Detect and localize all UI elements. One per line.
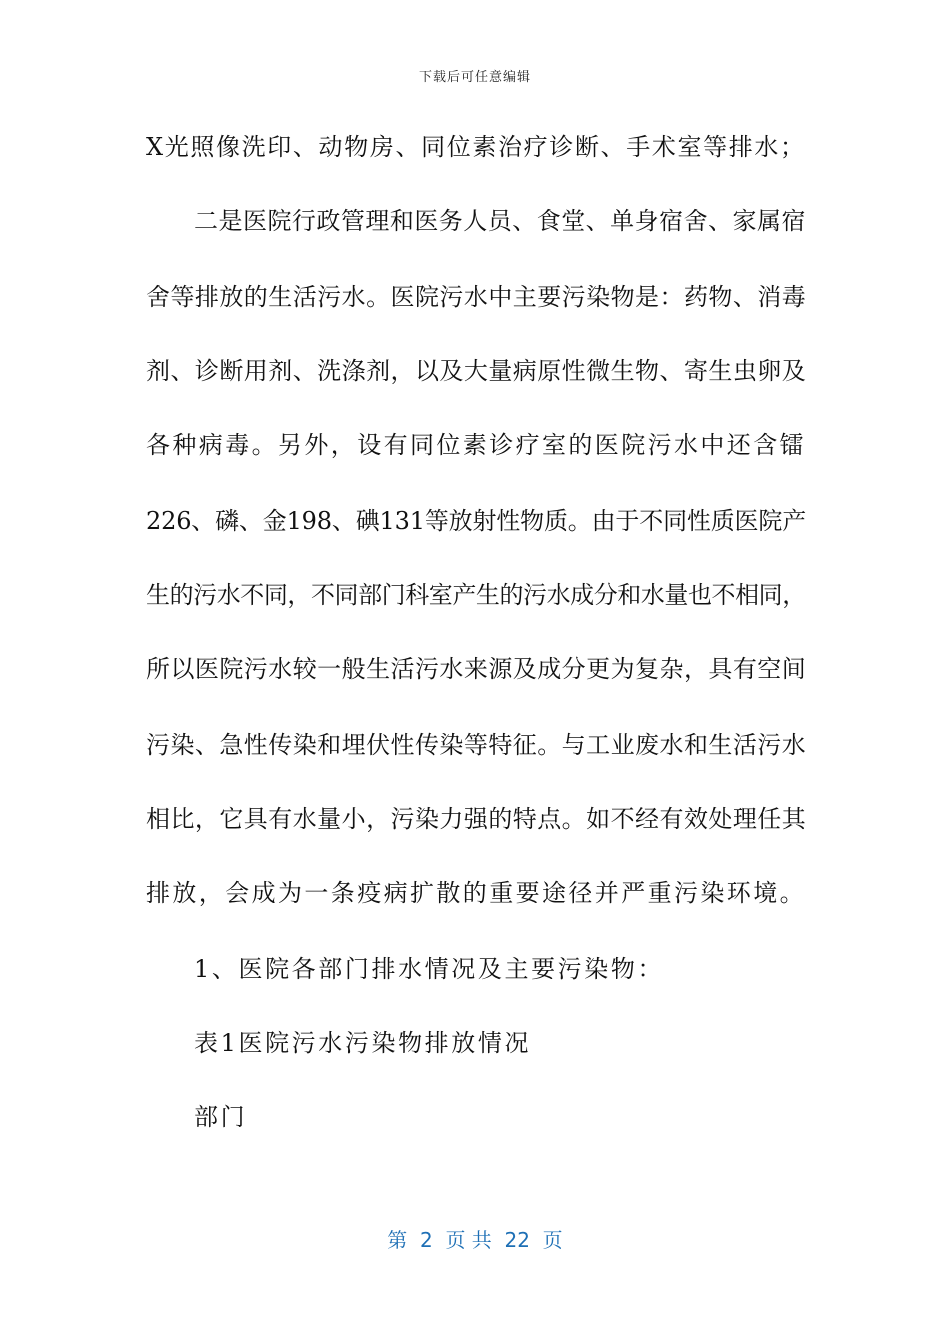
table-header-cell: 部门 bbox=[194, 1103, 248, 1131]
paragraph-line: 226、磷、金198、碘131等放射性物质。由于不同性质医院产 bbox=[146, 507, 807, 535]
paragraph-line: 生的污水不同，不同部门科室产生的污水成分和水量也不相同， bbox=[146, 581, 806, 609]
paragraph-line: 排放，会成为一条疫病扩散的重要途径并严重污染环境。 bbox=[146, 879, 806, 907]
section-heading: 1、医院各部门排水情况及主要污染物： bbox=[194, 955, 665, 983]
paragraph-line: 舍等排放的生活污水。医院污水中主要污染物是：药物、消毒 bbox=[146, 283, 807, 311]
paragraph-line: 所以医院污水较一般生活污水来源及成分更为复杂，具有空间 bbox=[146, 655, 807, 683]
paragraph-line: X光照像洗印、动物房、同位素治疗诊断、手术室等排水； bbox=[146, 133, 806, 161]
paragraph-line: 剂、诊断用剂、洗涤剂，以及大量病原性微生物、寄生虫卵及 bbox=[146, 357, 807, 385]
header-note: 下载后可任意编辑 bbox=[418, 70, 531, 85]
paragraph-line: 相比，它具有水量小，污染力强的特点。如不经有效处理任其 bbox=[146, 805, 807, 833]
paragraph-line: 二是医院行政管理和医务人员、食堂、单身宿舍、家属宿 bbox=[194, 207, 806, 235]
paragraph-line: 各种病毒。另外，设有同位素诊疗室的医院污水中还含镭 bbox=[146, 431, 806, 459]
table-caption: 表1医院污水污染物排放情况 bbox=[194, 1029, 532, 1057]
paragraph-line: 污染、急性传染和埋伏性传染等特征。与工业废水和生活污水 bbox=[146, 731, 807, 759]
page-footer: 第 2 页 共 22 页 bbox=[387, 1228, 563, 1252]
